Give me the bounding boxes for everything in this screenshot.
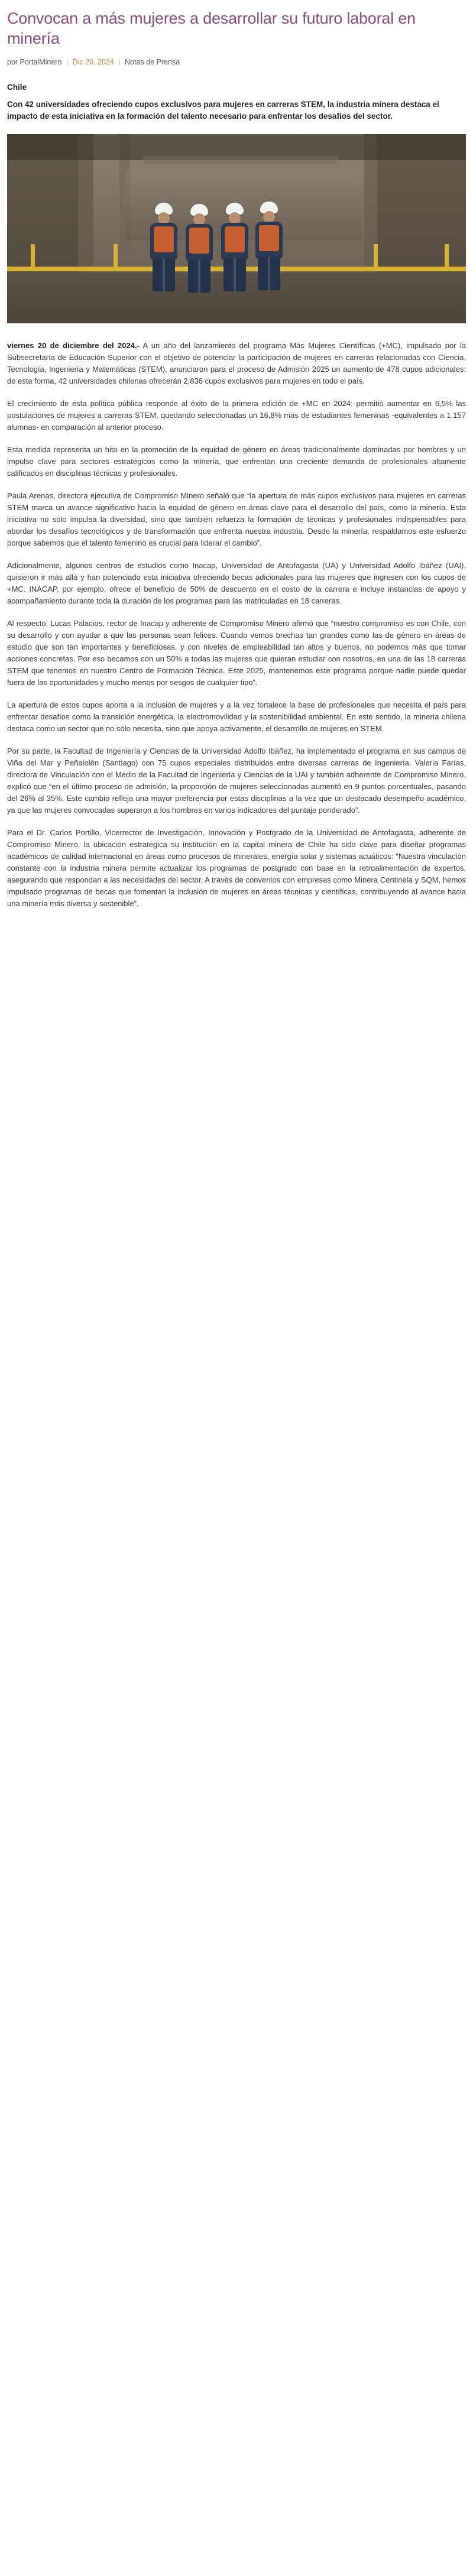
plant-crossbeam xyxy=(143,155,338,164)
paragraph-8: Por su parte, la Facultad de Ingeniería y Ciencias de la Universidad Adolfo Ibáñez, ha implementado el programa en sus campus de Viña del Mar y Peñalolén (Santiago) con 75 cupos especiales distribuidos entre diversas carreras de Ingeniería. Valeria Farías, directora de Vinculación con el Medio de la Facultad de Ingeniería y Ciencias de la UAI y también adherente de Compromiso Minero, explicó que “en el último proceso de admisión, la proporción de mujeres seleccionadas aumentó en 9 puntos porcentuales, pasando del 26% al 35%. Este cambio refleja una mayor preferencia por estas disciplinas a la vez que un destacado desempeño académico, ya que las mujeres convocadas superaron a los hombres en varios indicadores del puntaje ponderado”. xyxy=(7,747,466,815)
paragraph-1 xyxy=(7,340,466,387)
byline-separator-2: | xyxy=(118,58,121,66)
byline-date: Dic 20, 2024 xyxy=(72,58,114,66)
railing-post xyxy=(114,244,118,271)
paragraph-6: Al respecto, Lucas Palacios, rector de Inacap y adherente de Compromiso Minero afirmó que “nuestro compromiso es con Chile, con su desarrollo y con ayudar a que las personas sean felices. Cuando vemos brechas tan grandes como las de género en áreas de estudio que son tan importantes y beneficiosas, y con niveles de empleabilidad tan altos y buenos, no podemos más que tomar acciones concretas. Por eso becamos con un 50% a todas las mujeres que quieran estudiar con nosotros, en una de las 18 carreras STEM que tenemos en nuestro Centro de Formación Técnica. Este 2025, mantenemos este programa porque nadie puede quedar fuera de las oportunidades y mucho menos por sesgos de cualquier tipo”. xyxy=(7,619,466,687)
publication-date: viernes 20 de diciembre del 2024.- xyxy=(7,341,140,350)
byline-category[interactable]: Notas de Prensa xyxy=(125,58,180,66)
worker-figure xyxy=(147,203,181,291)
worker-figure xyxy=(252,202,286,290)
safety-vest xyxy=(225,226,245,252)
lead-paragraph: Con 42 universidades ofreciendo cupos exclusivos para mujeres en carreras STEM, la industria minera destaca el impacto de esta iniciativa en la formación del talento necesario para enfrentar los desafíos del sector. xyxy=(7,100,439,121)
article-page xyxy=(0,0,473,944)
worker-legs xyxy=(258,257,280,290)
worker-legs xyxy=(153,258,175,291)
safety-vest xyxy=(154,226,174,252)
railing-post xyxy=(445,244,449,271)
worker-figure xyxy=(218,203,252,291)
railing-post xyxy=(31,244,35,271)
worker-head xyxy=(263,211,275,223)
railing-post xyxy=(374,244,378,271)
paragraph-4: Paula Arenas, directora ejecutiva de Compromiso Minero señaló que “la apertura de más cupos exclusivos para mujeres en carreras STEM marca un avance significativo hacia la equidad de género en áreas clave para el desarrollo del país, como la minería. Esta iniciativa no sólo impulsa la diversidad, sino que también refuerza la formación de técnicas y profesionales indispensables para abordar los desafíos tecnológicos y de transformación que enfrenta nuestra industria. Desde la minería, respaldamos este esfuerzo porque sabemos que el talento femenino es crucial para liderar el cambio”. xyxy=(7,491,466,547)
paragraph-7: La apertura de estos cupos aporta a la inclusión de mujeres y a la vez fortalece la base de profesionales que necesita el país para enfrentar desafíos como la transición energética, la electromovilidad y la sostenibilidad ambiental. En este sentido, la minería chilena destaca como un sector que no sólo necesita, sino que apoya activamente, el desarrollo de mujeres en STEM. xyxy=(7,700,466,733)
worker-head xyxy=(193,213,205,225)
lead-country: Chile xyxy=(7,83,27,92)
byline-author: por PortalMinero xyxy=(7,58,62,66)
image-caption xyxy=(7,323,466,327)
worker-legs xyxy=(223,258,246,291)
worker-head xyxy=(158,212,170,224)
hero-image xyxy=(7,134,466,323)
page-title: Convocan a más mujeres a desarrollar su futuro laboral en minería xyxy=(7,9,416,47)
worker-figure xyxy=(182,204,216,293)
byline-separator-1: | xyxy=(66,58,69,66)
worker-head xyxy=(229,212,241,224)
paragraph-2: El crecimiento de esta política pública responde al éxito de la primera edición de +MC en 2024: permitió aumentar en 6,5% las postulaciones de mujeres a carreras STEM, quedando seleccionadas un 16,8% más de estudiantes femeninas -equivalentes a 1.157 alumnas- en comparación al anterior proceso. xyxy=(7,399,466,432)
worker-legs xyxy=(188,259,210,293)
byline xyxy=(7,57,466,67)
paragraph-3: Esta medida representa un hito en la promoción de la equidad de género en áreas tradicionalmente dominadas por hombres y un impulso clave para sectores estratégicos como la minería, que enfrentan una creciente demanda de profesionales altamente calificados en disciplinas técnicas y profesionales. xyxy=(7,445,466,478)
safety-vest xyxy=(189,228,209,254)
hero-figure xyxy=(7,134,466,327)
paragraph-9: Para el Dr. Carlos Portillo, Vicerrector de Investigación, Innovación y Postgrado de la Universidad de Antofagasta, adherente de Compromiso Minero, la ubicación estratégica su institución en la capital minera de Chile ha sido clave para diseñar programas académicos de calidad internacional en áreas como procesos de minerales, energía solar y sistemas acuáticos: “Nuestra vinculación constante con la industria minera permite actualizar los programas de postgrado con base en la retroalimentación de expertos, asegurando que respondan a las necesidades del sector. A través de convenios con empresas como Minera Centinela y SQM, hemos impulsado programas de becas que fomentan la inclusión de mujeres en áreas técnicas y científicas, contribuyendo al avance hacia una minería más diversa y sostenible”. xyxy=(7,828,466,908)
paragraph-1-text: A un año del lanzamiento del programa Más Mujeres Científicas (+MC), impulsado por la Subsecretaría de Educación Superior con el objetivo de potenciar la participación de mujeres en carreras relacionadas con Ciencia, Tecnología, Ingeniería y Matemáticas (STEM), anunciaron para el proceso de Admisión 2025 un aumento de 478 cupos adicionales: de esta forma, 42 universidades chilenas ofrecerán 2.836 cupos exclusivos para mujeres en todo el país. xyxy=(7,341,466,385)
paragraph-5: Adicionalmente, algunos centros de estudios como Inacap, Universidad de Antofagasta (UA) y Universidad Adolfo Ibáñez (UAI), quisieron ir más allá y han potenciado esta iniciativa ofreciendo becas adicionales para las mujeres que ingresen con los cupos de +MC. INACAP, por ejemplo, ofrece el beneficio de 50% de descuento en el costo de la carrera e incluye instancias de apoyo y acompañamiento durante toda la duración de los programas para las matriculadas en 18 carreras. xyxy=(7,561,466,605)
safety-vest xyxy=(259,225,279,251)
